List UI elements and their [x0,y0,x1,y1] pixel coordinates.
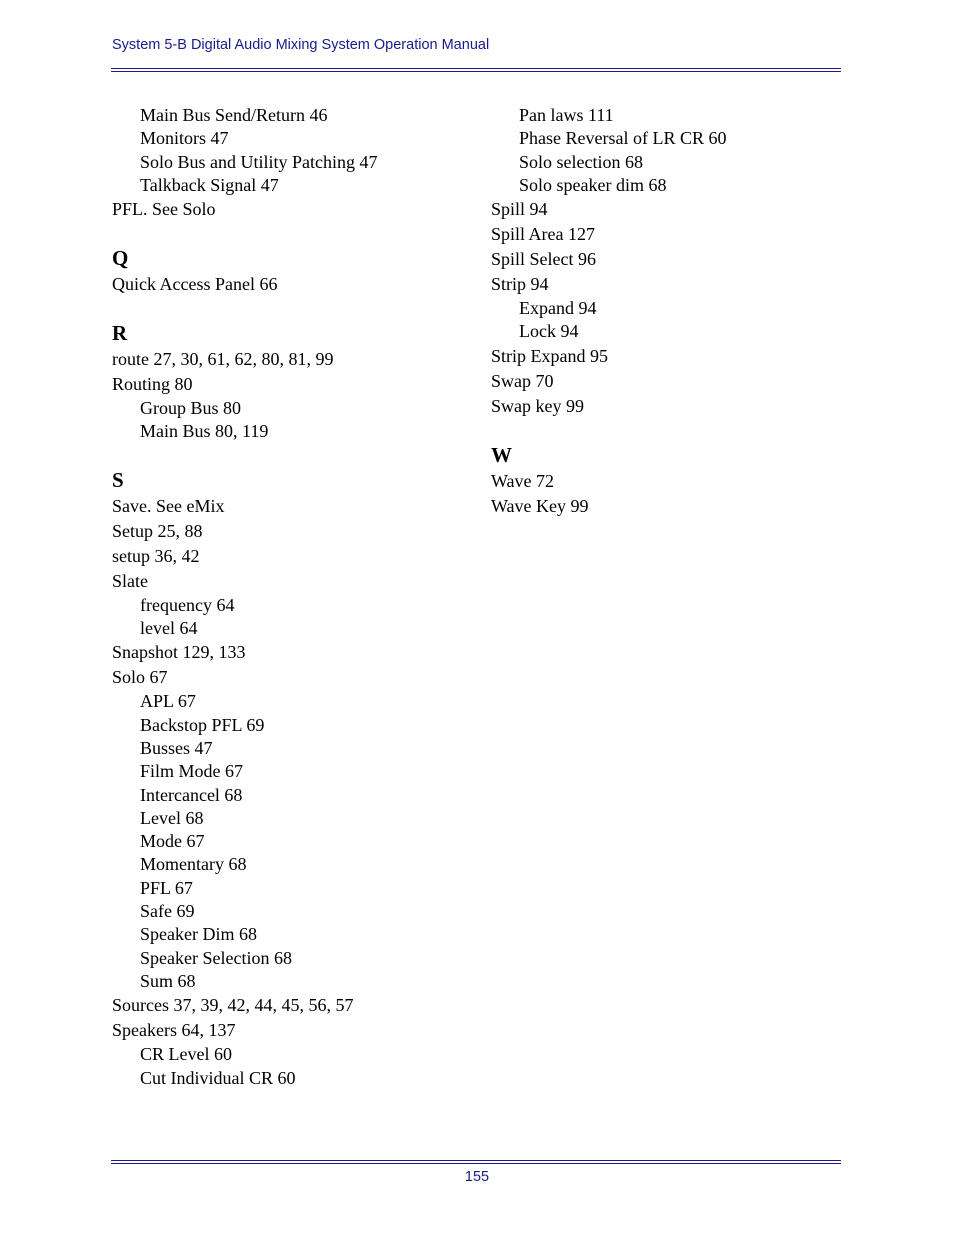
index-subentry: Film Mode 67 [140,761,244,782]
index-subentry: Speaker Dim 68 [140,924,257,945]
index-entry: Spill Area 127 [491,224,595,245]
index-entry: Wave 72 [491,470,555,491]
index-subentry: Main Bus 80, 119 [140,421,269,442]
index-subentry: Lock 94 [519,321,579,342]
index-subentry: Backstop PFL 69 [140,714,265,735]
index-entry: Snapshot 129, 133 [112,642,246,663]
header-rule-top [111,68,841,69]
header-title: System 5-B Digital Audio Mixing System Operation Manual [112,37,490,53]
index-subentry: Mode 67 [140,831,205,852]
index-subentry: Solo selection 68 [519,151,643,172]
footer-rule-top [111,1160,841,1161]
index-subentry: level 64 [140,618,198,639]
page-number: 155 [464,1169,490,1185]
index-subentry: Level 68 [140,807,204,828]
index-letter-heading: R [112,321,128,346]
index-entry: Sources 37, 39, 42, 44, 45, 56, 57 [112,995,354,1016]
index-subentry: Solo speaker dim 68 [519,174,667,195]
index-entry: Strip Expand 95 [491,345,608,366]
index-entry: Swap 70 [491,370,554,391]
index-entry: Quick Access Panel 66 [112,274,278,295]
index-entry: PFL. See Solo [112,199,216,220]
index-entry: Slate [112,570,148,591]
index-subentry: Momentary 68 [140,854,247,875]
index-entry: Spill 94 [491,199,548,220]
index-letter-heading: Q [112,246,129,271]
index-column-right [491,104,851,519]
index-entry: Strip 94 [491,274,549,295]
index-subentry: Pan laws 111 [519,105,614,125]
index-entry: Save. See eMix [112,495,225,516]
index-entry: Swap key 99 [491,395,584,416]
index-subentry: PFL 67 [140,877,193,898]
index-subentry: Talkback Signal 47 [140,174,279,195]
index-subentry: CR Level 60 [140,1044,232,1065]
index-subentry: Safe 69 [140,901,195,922]
index-subentry: Cut Individual CR 60 [140,1067,296,1088]
index-subentry: Group Bus 80 [140,398,242,419]
index-subentry: Phase Reversal of LR CR 60 [519,128,727,149]
index-subentry: APL 67 [140,691,196,712]
index-entry: Solo 67 [112,667,168,688]
index-subentry: Sum 68 [140,970,196,991]
index-entry: Setup 25, 88 [112,520,203,541]
index-entry: Wave Key 99 [491,495,589,516]
index-letter-heading: W [491,442,512,467]
index-entry: route 27, 30, 61, 62, 80, 81, 99 [112,349,334,370]
index-entry: setup 36, 42 [112,545,200,566]
index-subentry: Intercancel 68 [140,784,243,805]
footer-rule-bottom [111,1163,841,1164]
index-subentry: Main Bus Send/Return 46 [140,105,328,125]
index-subentry: Monitors 47 [140,128,229,149]
index-subentry: frequency 64 [140,594,235,615]
index-entry: Routing 80 [112,374,193,395]
index-subentry: Expand 94 [519,298,597,319]
header-rule-bottom [111,71,841,72]
index-subentry: Busses 47 [140,737,213,758]
index-subentry: Speaker Selection 68 [140,947,292,968]
index-letter-heading: S [112,467,124,492]
index-subentry: Solo Bus and Utility Patching 47 [140,151,378,172]
index-column-left [112,104,472,1090]
index-entry: Speakers 64, 137 [112,1020,236,1041]
index-entry: Spill Select 96 [491,249,596,270]
